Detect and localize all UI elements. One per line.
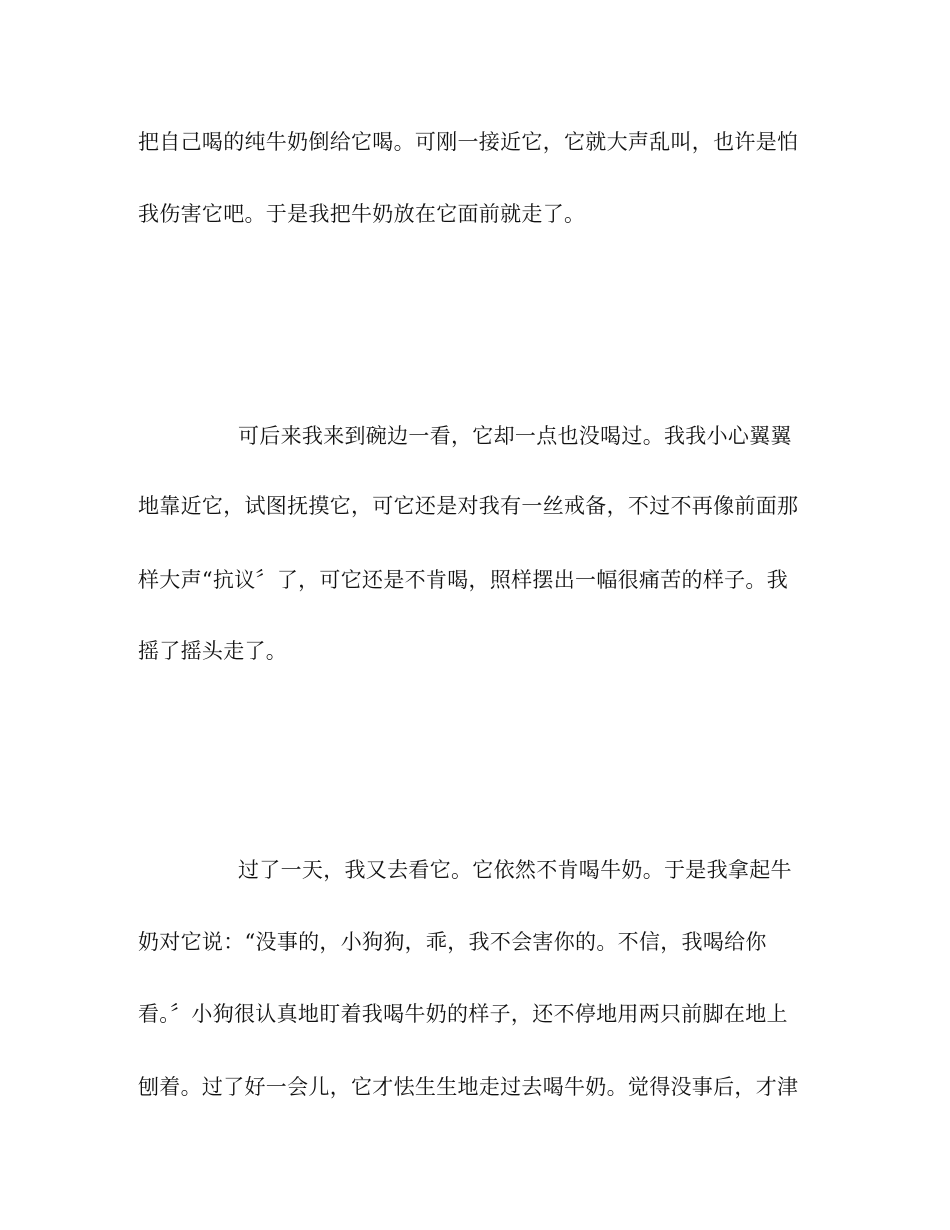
- paragraph-2-line-2: 地靠近它，试图抚摸它，可它还是对我有一丝戒备，不过不再像前面那: [138, 494, 799, 518]
- paragraph-2-line-4: 摇了摇头走了。: [138, 639, 288, 663]
- paragraph-2-line-3: 样大声“抗议〞了，可它还是不肯喝，照样摆出一幅很痛苦的样子。我: [138, 568, 789, 592]
- paragraph-2-line-1: 可后来我来到碗边一看，它却一点也没喝过。我我小心翼翼: [238, 424, 792, 448]
- paragraph-1-line-1: 把自己喝的纯牛奶倒给它喝。可刚一接近它，它就大声乱叫，也许是怕: [138, 130, 799, 154]
- paragraph-3-line-3: 看。〞小狗很认真地盯着我喝牛奶的样子，还不停地用两只前脚在地上: [138, 1002, 788, 1026]
- paragraph-3-line-2: 奶对它说：“没事的，小狗狗，乖，我不会害你的。不信，我喝给你: [138, 930, 767, 954]
- paragraph-1-line-2: 我伤害它吧。于是我把牛奶放在它面前就走了。: [138, 202, 586, 226]
- paragraph-3-line-1: 过了一天，我又去看它。它依然不肯喝牛奶。于是我拿起牛: [238, 858, 792, 882]
- paragraph-3-line-4: 刨着。过了好一会儿，它才怯生生地走过去喝牛奶。觉得没事后，才津: [138, 1075, 799, 1099]
